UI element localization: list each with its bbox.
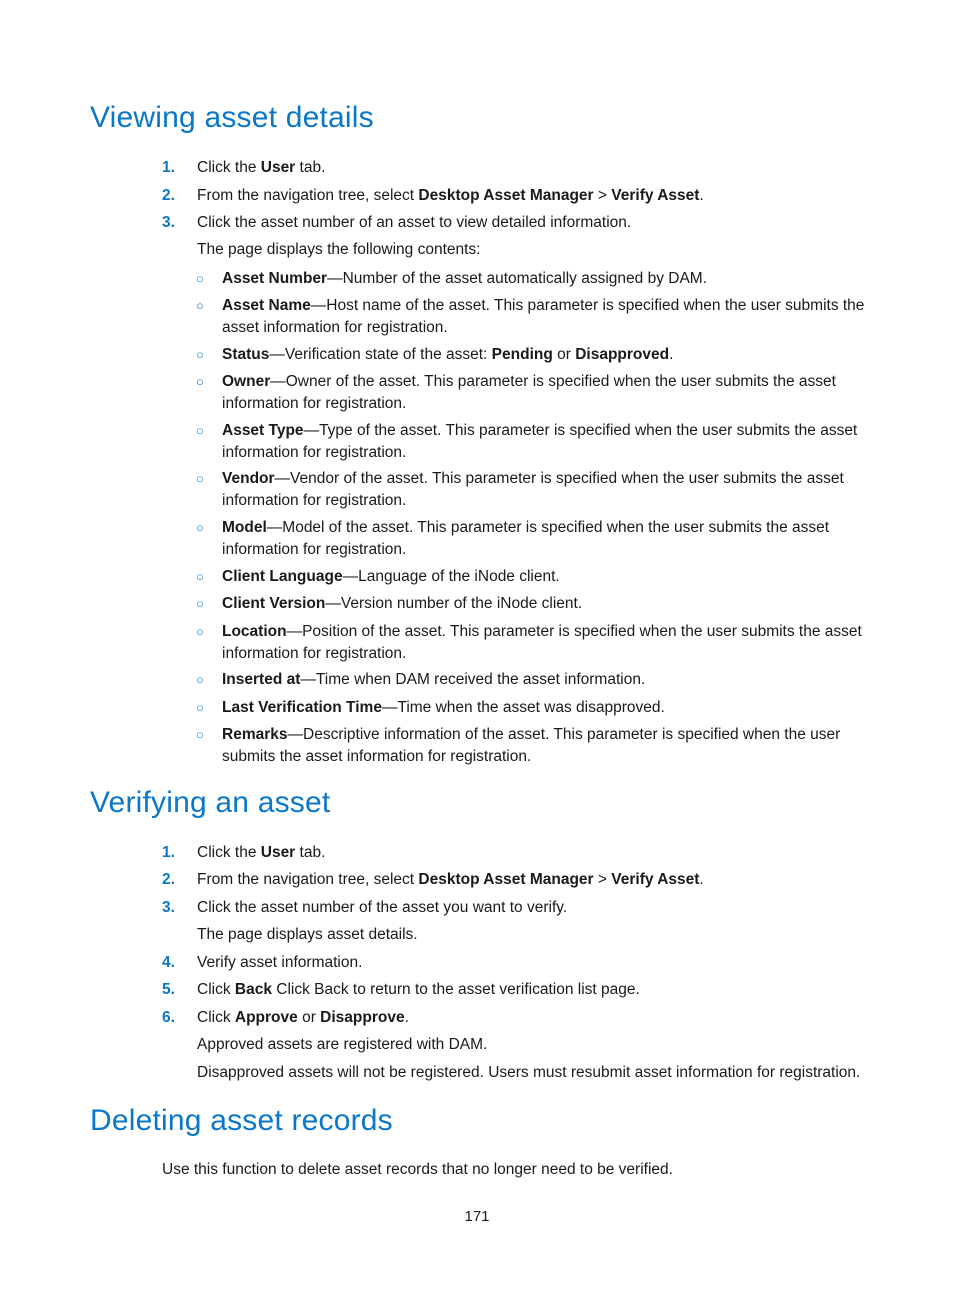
bullet-circle-icon: ○ — [196, 569, 204, 584]
step-number: 2. — [162, 871, 175, 888]
step-number: 1. — [162, 844, 175, 861]
bullet-circle-icon: ○ — [196, 298, 204, 313]
step-number: 4. — [162, 954, 175, 971]
step-number: 5. — [162, 981, 175, 998]
bullet-circle-icon: ○ — [196, 672, 204, 687]
bullet-circle-icon: ○ — [196, 423, 204, 438]
bullet-circle-icon: ○ — [196, 471, 204, 486]
verifying-step-6-note-disapproved: Disapproved assets will not be registered. Users must resubmit asset information for registration. — [197, 1064, 861, 1081]
viewing-intro: The page displays the following contents: — [197, 241, 481, 258]
verifying-step-6-note-approved: Approved assets are registered with DAM. — [197, 1036, 488, 1053]
ui-term-verify-asset: Verify Asset — [611, 187, 700, 204]
bullet-circle-icon: ○ — [196, 347, 204, 362]
page-number: 171 — [464, 1208, 490, 1225]
step-number: 3. — [162, 214, 175, 231]
step-number: 6. — [162, 1009, 175, 1026]
bullet-circle-icon: ○ — [196, 727, 204, 742]
bullet-circle-icon: ○ — [196, 520, 204, 535]
bullet-circle-icon: ○ — [196, 374, 204, 389]
step-number: 3. — [162, 899, 175, 916]
bullet-circle-icon: ○ — [196, 596, 204, 611]
document-page: Viewing asset details 1. Click the User tab. 2. From the navigation tree, select Desktop Asset Manager > Verify Asset. 3. Click the asset number of an asset to view detailed information. The page displays the following contents: ○ Asset Number—Number of the asset automatically assigned by DAM. ○ Asset Name—Host name of the asset. This parameter is specified when the user submits the asset information for registration. ○ Status—Verification state of the asset: Pending or Disapproved. ○ Owner—Owner of the asset. This parameter is specified when the user submits the asset information for registration. ○ Asset Type—Type of the asset. This parameter is specified when the user submits the asset information for registration. ○ Vendor—Vendor of the asset. This parameter is specified when the user submits the asset information for registration. ○ Model—Model of the asset. This parameter is specified when the user submits the asset information for registration. ○ Client Language—Language of the iNode client. ○ Client Version—Version number of the iNode client. ○ Location—Position of the asset. This parameter is specified when the user submits the asset information for registration. ○ Inserted at—Time when DAM received the asset information. ○ Last Verification Time—Time when the asset was disapproved. ○ Remarks—Descriptive information of the asset. This parameter is specified when the user submits the asset information for registration. Verifying an asset 1. Click the User tab. 2. From the navigation tree, select Desktop Asset Manager > Verify Asset. 3. Click the asset number of the asset you want to verify. The page displays asset details. 4. Verify asset information. 5. Click Back Click Back to return to the asset verification list page. 6. Click Approve or Disapprove. Approved assets are registered with DAM. Disapproved assets will not be registered. Users must resubmit asset information for registration. Deleting asset records Use this function to delete asset records that no longer need to be verified. 171 — [0, 0, 954, 1296]
step-number: 1. — [162, 159, 175, 176]
ui-term-desktop-asset-manager: Desktop Asset Manager — [418, 187, 594, 204]
heading-verifying-an-asset: Verifying an asset — [90, 786, 331, 819]
ui-term-user: User — [260, 159, 296, 176]
step-number: 2. — [162, 187, 175, 204]
heading-deleting-asset-records: Deleting asset records — [90, 1104, 393, 1137]
heading-viewing-asset-details: Viewing asset details — [90, 101, 374, 134]
bullet-circle-icon: ○ — [196, 624, 204, 639]
bullet-circle-icon: ○ — [196, 271, 204, 286]
bullet-circle-icon: ○ — [196, 700, 204, 715]
verifying-step-3-note: The page displays asset details. — [197, 926, 418, 943]
deleting-intro: Use this function to delete asset records that no longer need to be verified. — [162, 1161, 673, 1178]
